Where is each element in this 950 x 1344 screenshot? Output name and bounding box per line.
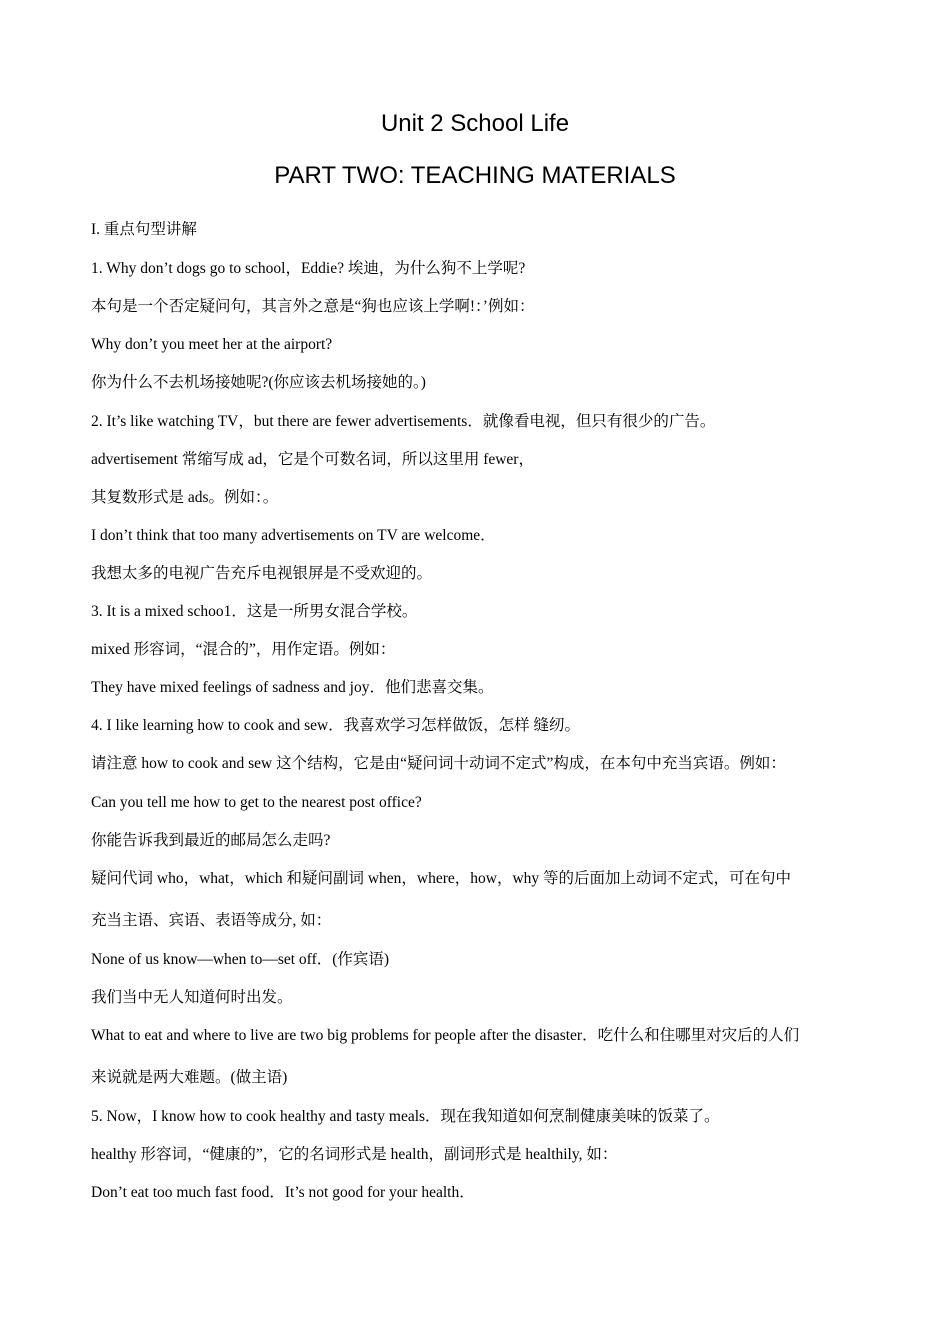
- text-line: Don’t eat too much fast food．It’s not good for your health．: [91, 1184, 475, 1201]
- section-heading: I. 重点句型讲解: [91, 221, 197, 238]
- text-line: 我想太多的电视广告充斥电视银屏是不受欢迎的。: [91, 565, 433, 582]
- text-line: None of us know—when to—set off．(作宾语): [91, 951, 390, 968]
- text-line: 其复数形式是 ads。例如：。: [91, 489, 279, 506]
- text-line: 3. It is a mixed schoo1．这是一所男女混合学校。: [91, 603, 418, 620]
- text-line: 疑问代词 who，what，which 和疑问副词 when，where，how，why 等的后面加上动词不定式，可在句中: [91, 870, 792, 887]
- text-line: 来说就是两大难题。(做主语): [91, 1069, 288, 1086]
- text-line: 你能告诉我到最近的邮局怎么走吗?: [91, 832, 331, 849]
- text-line: 充当主语、宾语、表语等成分, 如：: [91, 912, 332, 929]
- text-line: mixed 形容词，“混合的”，用作定语。例如：: [91, 641, 396, 658]
- text-line: advertisement 常缩写成 ad，它是个可数名词，所以这里用 fewer，: [91, 451, 534, 468]
- text-line: 本句是一个否定疑问句，其言外之意是“狗也应该上学啊!：’例如：: [91, 298, 535, 315]
- text-line: 4. I like learning how to cook and sew．我喜欢学习怎样做饭，怎样 缝纫。: [91, 717, 581, 734]
- text-line: 2. It’s like watching TV，but there are fewer advertisements．就像看电视，但只有很少的广告。: [91, 413, 716, 430]
- text-line: 1. Why don’t dogs go to school，Eddie? 埃迪，为什么狗不上学呢?: [91, 260, 526, 277]
- text-line: 请注意 how to cook and sew 这个结构，它是由“疑问词十动词不定式”构成，在本句中充当宾语。例如：: [91, 755, 786, 772]
- text-line: 5. Now，I know how to cook healthy and tasty meals．现在我知道如何烹制健康美味的饭菜了。: [91, 1108, 720, 1125]
- text-line: 我们当中无人知道何时出发。: [91, 989, 293, 1006]
- text-line: healthy 形容词，“健康的”，它的名词形式是 health，副词形式是 healthily, 如：: [91, 1146, 618, 1163]
- document-subtitle: PART TWO: TEACHING MATERIALS: [274, 162, 676, 189]
- text-line: Can you tell me how to get to the nearest post office?: [91, 794, 422, 811]
- text-line: They have mixed feelings of sadness and joy．他们悲喜交集。: [91, 679, 494, 696]
- text-line: Why don’t you meet her at the airport?: [91, 336, 333, 353]
- text-line: I don’t think that too many advertisements on TV are welcome．: [91, 527, 496, 544]
- document-title: Unit 2 School Life: [380, 110, 570, 137]
- text-line: 你为什么不去机场接她呢?(你应该去机场接她的。): [91, 374, 426, 391]
- text-line: What to eat and where to live are two big problems for people after the disaster．吃什么和住哪里对灾后的人们: [91, 1027, 800, 1044]
